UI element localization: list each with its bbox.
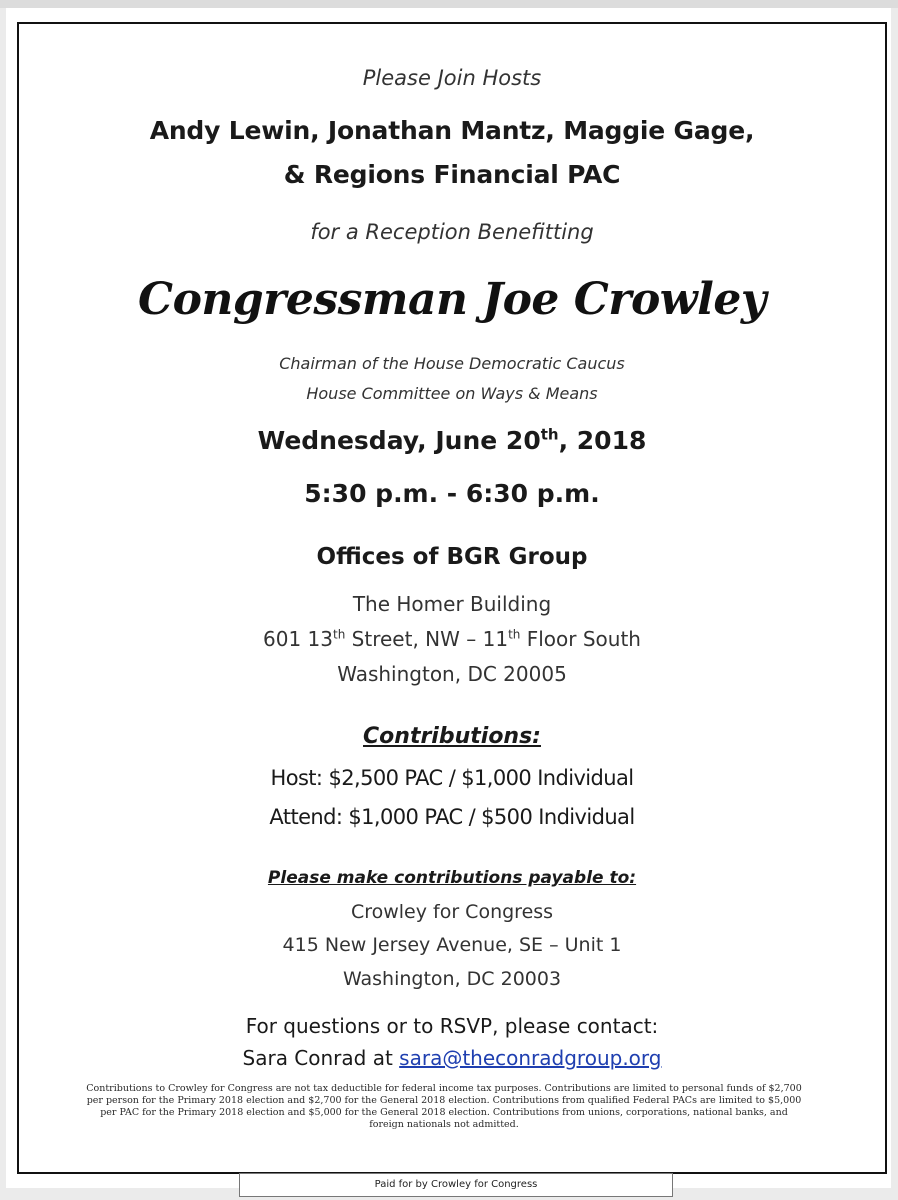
venue-building: The Homer Building bbox=[352, 592, 552, 616]
invitation-border bbox=[17, 22, 887, 1174]
event-time: 5:30 p.m. - 6:30 p.m. bbox=[304, 479, 600, 508]
rsvp-email-link[interactable]: sara@theconradgroup.org bbox=[399, 1046, 662, 1070]
floor-ordinal: th bbox=[508, 627, 521, 642]
document-page bbox=[6, 8, 891, 1188]
payee-city: Washington, DC 20003 bbox=[342, 968, 562, 990]
contribution-attend: Attend: $1,000 PAC / $500 Individual bbox=[269, 805, 635, 829]
rsvp-contact bbox=[19, 1046, 885, 1070]
role-line-1: Chairman of the House Democratic Caucus bbox=[279, 354, 625, 373]
event-date-ordinal: th bbox=[540, 425, 559, 444]
benefit-text: for a Reception Benefitting bbox=[310, 220, 594, 244]
role-line-2: House Committee on Ways & Means bbox=[306, 384, 598, 403]
paid-for-notice: Paid for by Crowley for Congress bbox=[239, 1173, 673, 1197]
payee-name: Crowley for Congress bbox=[350, 901, 554, 923]
top-edge bbox=[0, 0, 898, 8]
rsvp-contact-name: Sara Conrad at bbox=[242, 1046, 400, 1070]
contribution-host: Host: $2,500 PAC / $1,000 Individual bbox=[270, 766, 634, 790]
venue-city: Washington, DC 20005 bbox=[337, 662, 567, 686]
venue-street bbox=[19, 627, 885, 651]
contributions-heading: Contributions: bbox=[363, 724, 541, 749]
street-middle: Street, NW – 11 bbox=[345, 627, 509, 651]
hosts-line-2: & Regions Financial PAC bbox=[283, 160, 621, 189]
event-date bbox=[19, 426, 885, 455]
legal-disclaimer: Contributions to Crowley for Congress are not tax deductible for federal income tax purposes. Contributions are limited to personal funds of $2,700 per person for the Primary 2018 election and $2,700 for the General 2018 election. Contributions from qualified Federal PACs are limited to $5,000 per PAC for the Primary 2018 election and $5,000 for the General 2018 election. Contributions from unions, corporations, national banks, and foreign nationals not admitted. bbox=[86, 1083, 802, 1130]
payee-street: 415 New Jersey Avenue, SE – Unit 1 bbox=[282, 934, 622, 956]
event-date-main: Wednesday, June 20 bbox=[257, 426, 541, 455]
street-number: 601 13 bbox=[263, 627, 333, 651]
intro-text: Please Join Hosts bbox=[362, 66, 542, 90]
rsvp-line: For questions or to RSVP, please contact: bbox=[245, 1014, 659, 1038]
venue-name: Offices of BGR Group bbox=[316, 544, 588, 570]
street-ordinal: th bbox=[333, 627, 346, 642]
street-end: Floor South bbox=[520, 627, 641, 651]
payable-heading: Please make contributions payable to: bbox=[267, 868, 637, 888]
event-date-year: , 2018 bbox=[558, 426, 647, 455]
candidate-name: Congressman Joe Crowley bbox=[138, 274, 766, 325]
hosts-line-1: Andy Lewin, Jonathan Mantz, Maggie Gage, bbox=[149, 116, 755, 145]
